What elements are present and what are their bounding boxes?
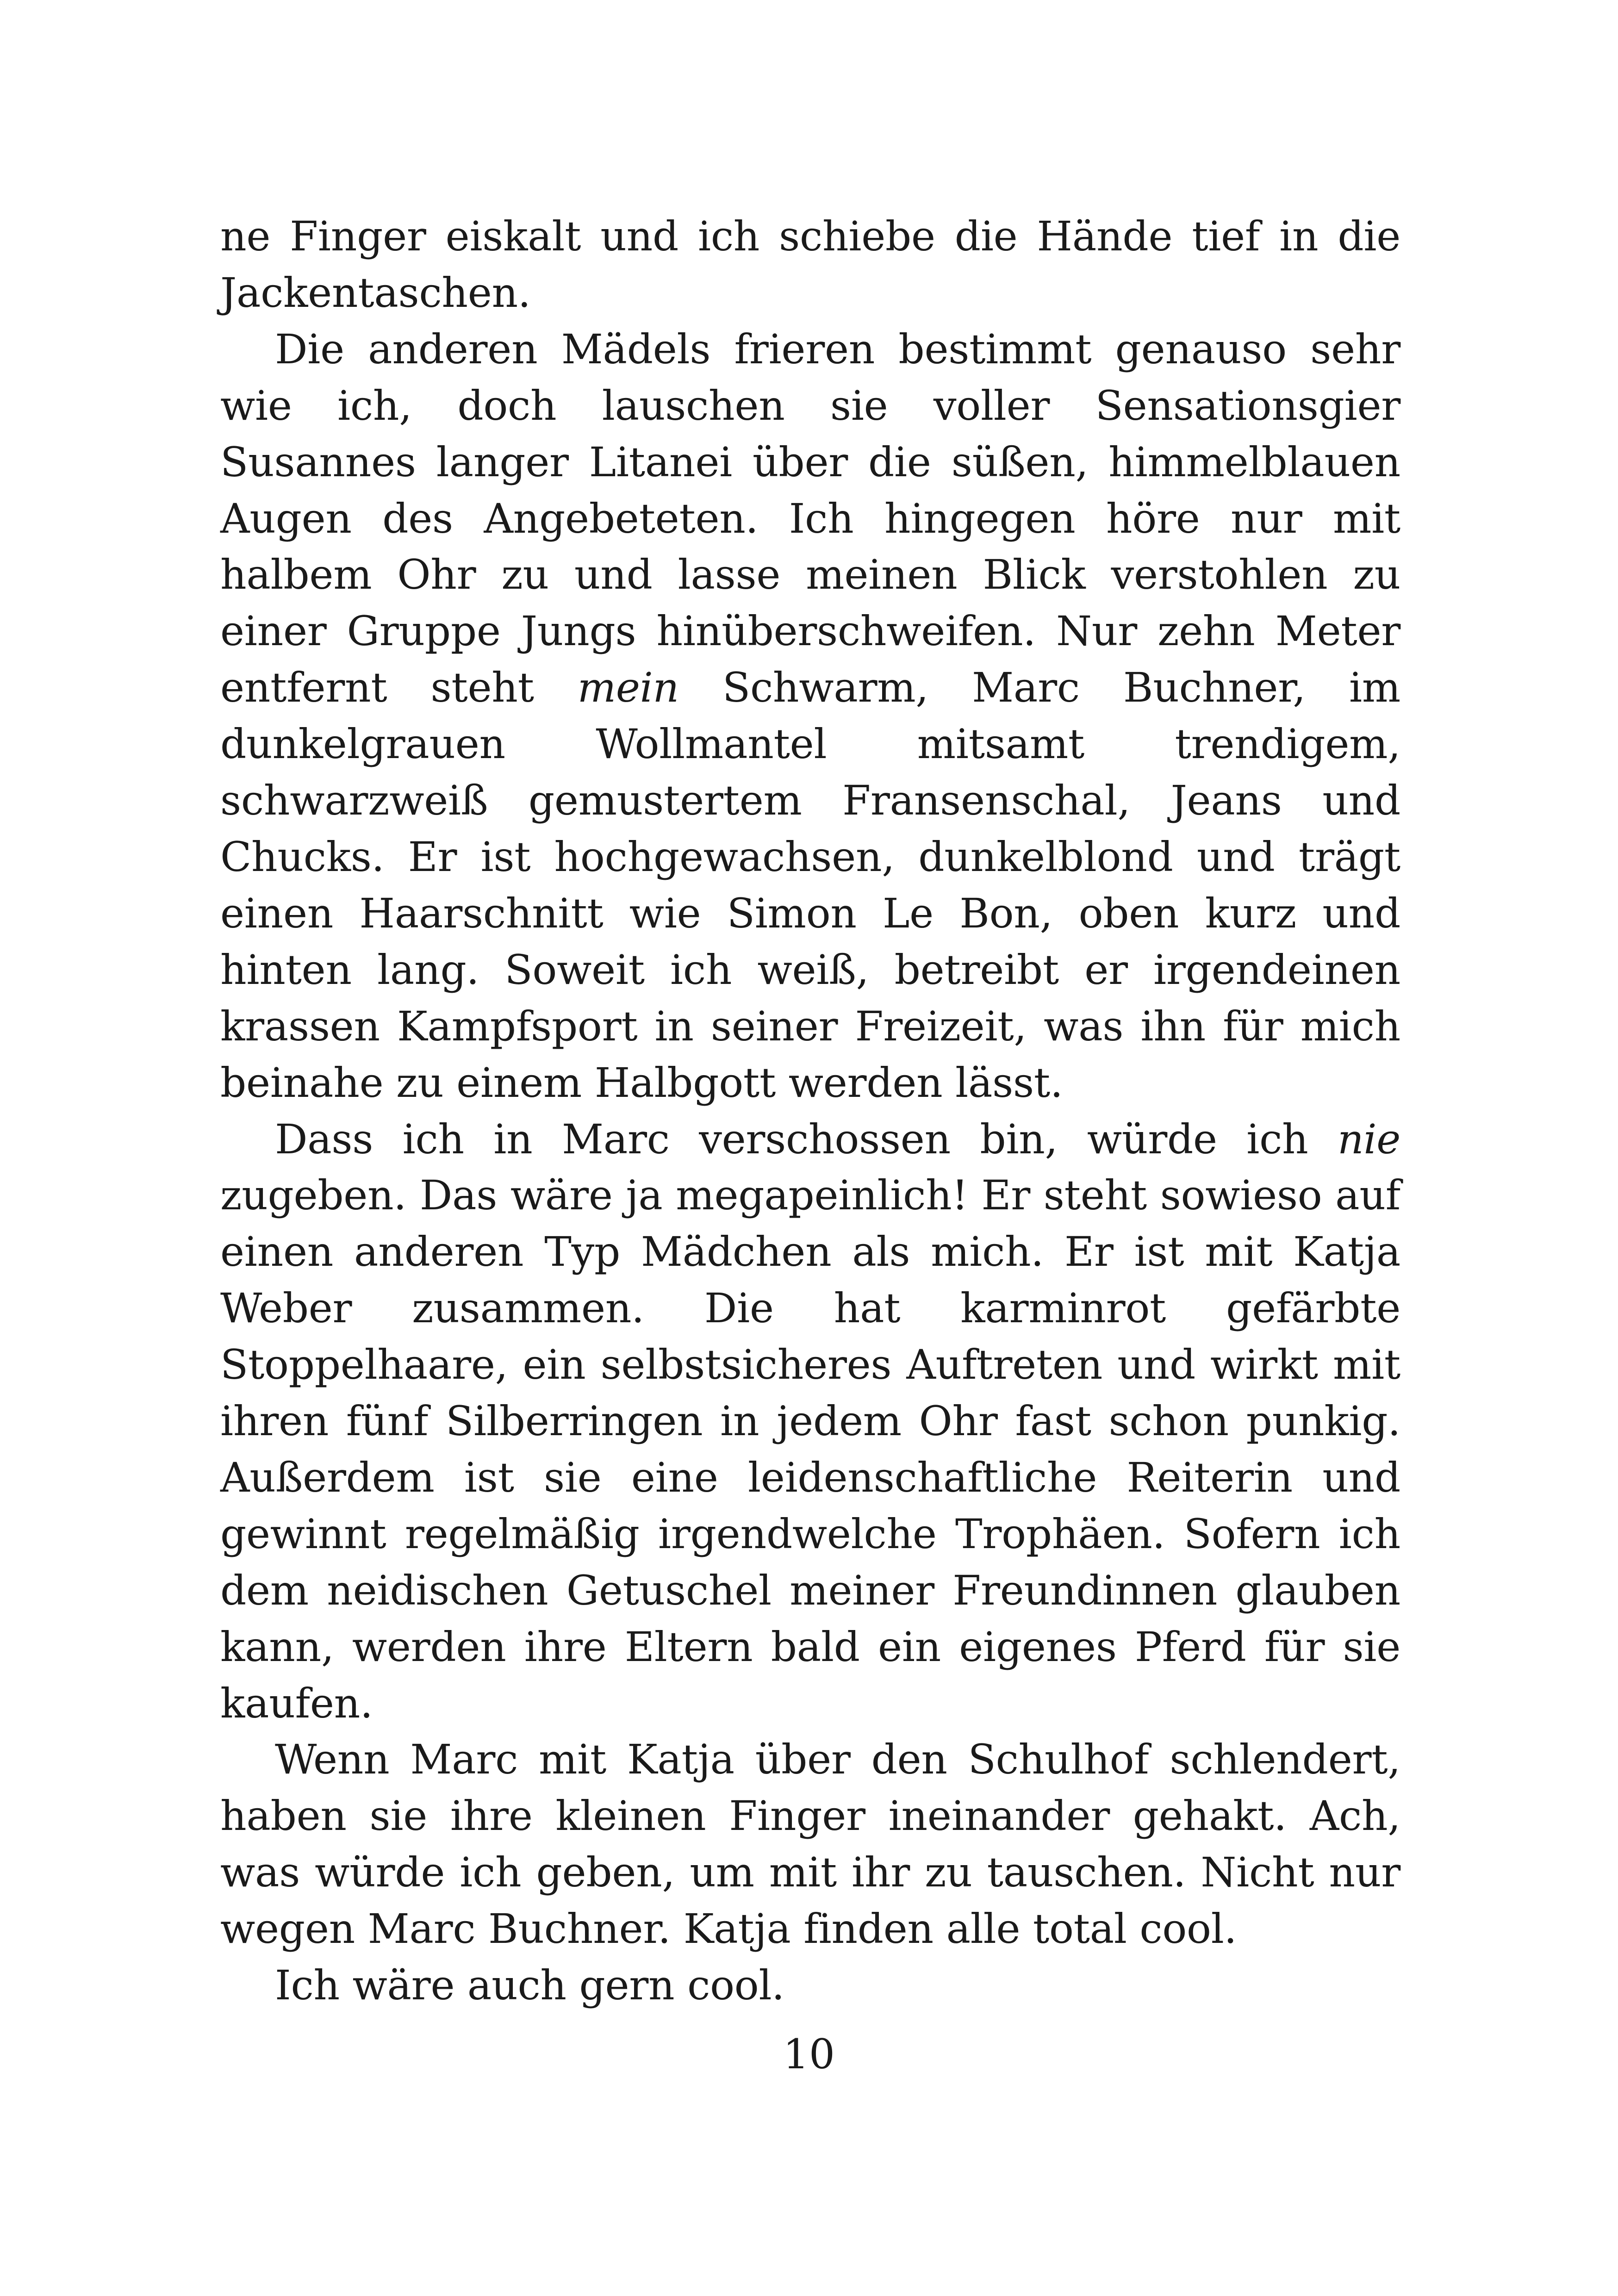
paragraph-4 <box>220 1731 1400 1957</box>
paragraph-2-emphasis: mein <box>577 664 679 712</box>
paragraph-2-text: Die anderen Mädels frieren bestimmt genauso sehr wie ich, doch lauschen sie voller Sensationsgier Susannes langer Litanei über die süßen, himmelblauen Augen des Angebeteten. Ich hingegen höre nur mit halbem Ohr zu und lasse meinen Blick verstohlen zu einer Gruppe Jungs hinüberschweifen. Nur zehn Meter entfernt steht <box>220 325 1400 712</box>
paragraph-3 <box>220 1111 1400 1732</box>
paragraph-3-text: Dass ich in Marc verschossen bin, würde ich <box>275 1115 1308 1163</box>
body-text <box>220 208 1400 2014</box>
paragraph-4-text: Wenn Marc mit Katja über den Schulhof schlendert, haben sie ihre kleinen Finger ineinander gehakt. Ach, was würde ich geben, um mit ihr zu tauschen. Nicht nur wegen Marc Buchner. Katja finden alle total cool. <box>220 1736 1400 1953</box>
paragraph-3-text-after: zugeben. Das wäre ja megapeinlich! Er steht sowieso auf einen anderen Typ Mädchen als mich. Er ist mit Katja Weber zusammen. Die hat karminrot gefärbte Stoppelhaare, ein selbstsicheres Auftreten und wirkt mit ihren fünf Silberringen in jedem Ohr fast schon punkig. Außerdem ist sie eine leidenschaftliche Reiterin und gewinnt regelmäßig irgendwelche Trophäen. Sofern ich dem neidischen Getuschel meiner Freundinnen glauben kann, werden ihre Eltern bald ein eigenes Pferd für sie kaufen. <box>220 1171 1400 1727</box>
paragraph-2 <box>220 321 1400 1111</box>
paragraph-5 <box>220 1957 1400 2014</box>
paragraph-1-text: ne Finger eiskalt und ich schiebe die Hände tief in die Jackentaschen. <box>220 212 1400 317</box>
paragraph-2-text-after: Schwarm, Marc Buchner, im dunkelgrauen Wollmantel mitsamt trendigem, schwarzweiß gemustertem Fransenschal, Jeans und Chucks. Er ist hochgewachsen, dunkelblond und trägt einen Haarschnitt wie Simon Le Bon, oben kurz und hinten lang. Soweit ich weiß, betreibt er irgendeinen krassen Kampfsport in seiner Freizeit, was ihn für mich beinahe zu einem Halbgott werden lässt. <box>220 664 1400 1107</box>
page-number: 10 <box>783 2030 835 2078</box>
paragraph-5-text: Ich wäre auch gern cool. <box>275 1961 784 2010</box>
paragraph-1 <box>220 208 1400 321</box>
paragraph-3-emphasis: nie <box>1337 1115 1400 1163</box>
